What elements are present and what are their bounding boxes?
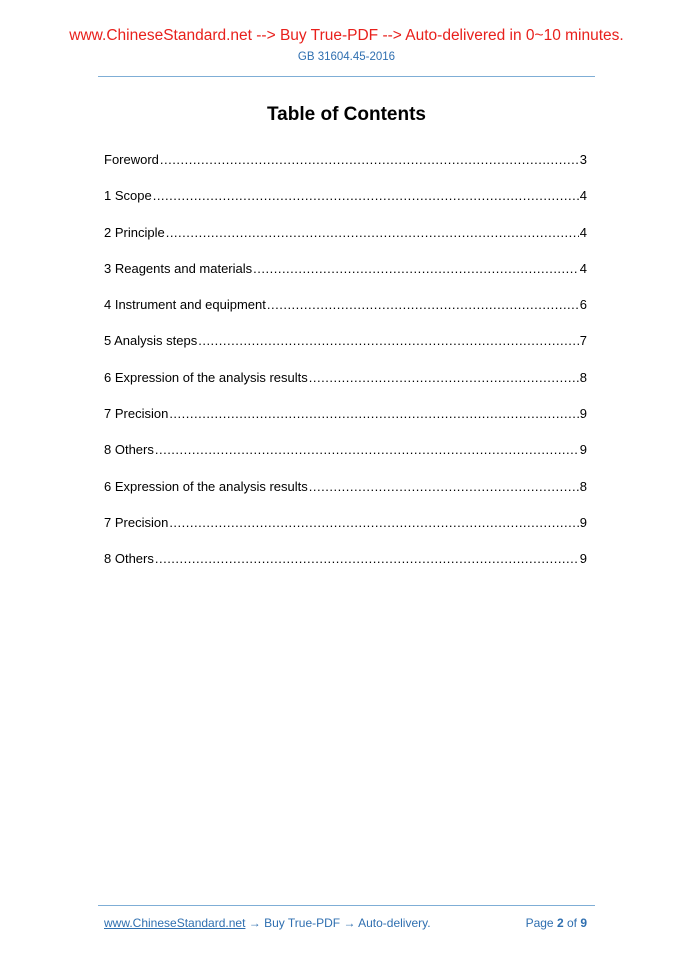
table-of-contents [104,152,587,588]
toc-entry[interactable] [104,515,587,551]
toc-leader-dots [267,297,579,312]
toc-entry[interactable] [104,152,587,188]
toc-leader-dots [166,225,579,240]
toc-entry-page: 8 [579,478,587,494]
page-total: 9 [580,916,587,930]
page-separator: of [563,916,581,930]
promo-banner: www.ChineseStandard.net --> Buy True-PDF --> Auto-delivered in 0~10 minutes. [69,27,624,44]
toc-leader-dots [155,442,579,457]
toc-leader-dots [309,479,579,494]
toc-leader-dots [160,152,579,167]
toc-leader-dots [198,333,579,348]
toc-leader-dots [309,370,579,385]
toc-leader-dots [253,261,579,276]
page-prefix: Page [525,916,557,930]
toc-entry-label: 7 Precision [104,406,169,422]
toc-entry[interactable] [104,479,587,515]
toc-entry[interactable] [104,188,587,224]
document-number: GB 31604.45-2016 [297,51,396,63]
footer-divider [98,905,595,906]
toc-entry-page: 3 [579,152,587,167]
toc-entry-label: 6 Expression of the analysis results [104,369,308,385]
toc-entry[interactable] [104,370,587,406]
toc-entry[interactable] [104,225,587,261]
toc-title: Table of Contents [266,104,427,125]
footer-tagline: → Buy True-PDF → Auto-delivery. [245,916,431,930]
toc-entry-page: 9 [579,551,587,567]
toc-entry-page: 7 [579,333,587,349]
footer-left [104,916,431,930]
toc-leader-dots [169,515,578,530]
toc-entry-label: 8 Others [104,551,154,567]
toc-entry-label: 8 Others [104,442,154,458]
toc-entry-label: 2 Principle [104,224,165,240]
toc-leader-dots [155,551,579,566]
toc-entry[interactable] [104,297,587,333]
toc-entry[interactable] [104,406,587,442]
page-footer [104,916,587,930]
toc-entry-page: 9 [579,406,587,422]
toc-entry-label: Foreword [104,152,159,167]
page-current: 2 [556,916,564,930]
toc-entry[interactable] [104,261,587,297]
toc-entry-page: 4 [579,188,587,204]
toc-entry-label: 4 Instrument and equipment [104,297,266,313]
page-indicator [526,916,587,930]
toc-entry-page: 6 [579,297,587,313]
header-divider [98,76,595,77]
toc-entry-page: 9 [579,514,587,530]
toc-entry-label: 6 Expression of the analysis results [104,478,308,494]
toc-entry[interactable] [104,442,587,478]
toc-entry[interactable] [104,551,587,587]
toc-entry-page: 4 [579,260,587,276]
toc-entry-label: 1 Scope [104,188,152,204]
footer-website-link[interactable]: www.ChineseStandard.net [104,916,246,930]
toc-entry-label: 5 Analysis steps [104,333,198,349]
toc-leader-dots [169,406,578,421]
toc-entry-page: 8 [579,369,587,385]
toc-entry-label: 3 Reagents and materials [104,260,253,276]
toc-entry[interactable] [104,333,587,369]
toc-entry-page: 9 [579,442,587,458]
toc-leader-dots [153,188,579,203]
toc-entry-page: 4 [579,224,587,240]
toc-entry-label: 7 Precision [104,514,169,530]
